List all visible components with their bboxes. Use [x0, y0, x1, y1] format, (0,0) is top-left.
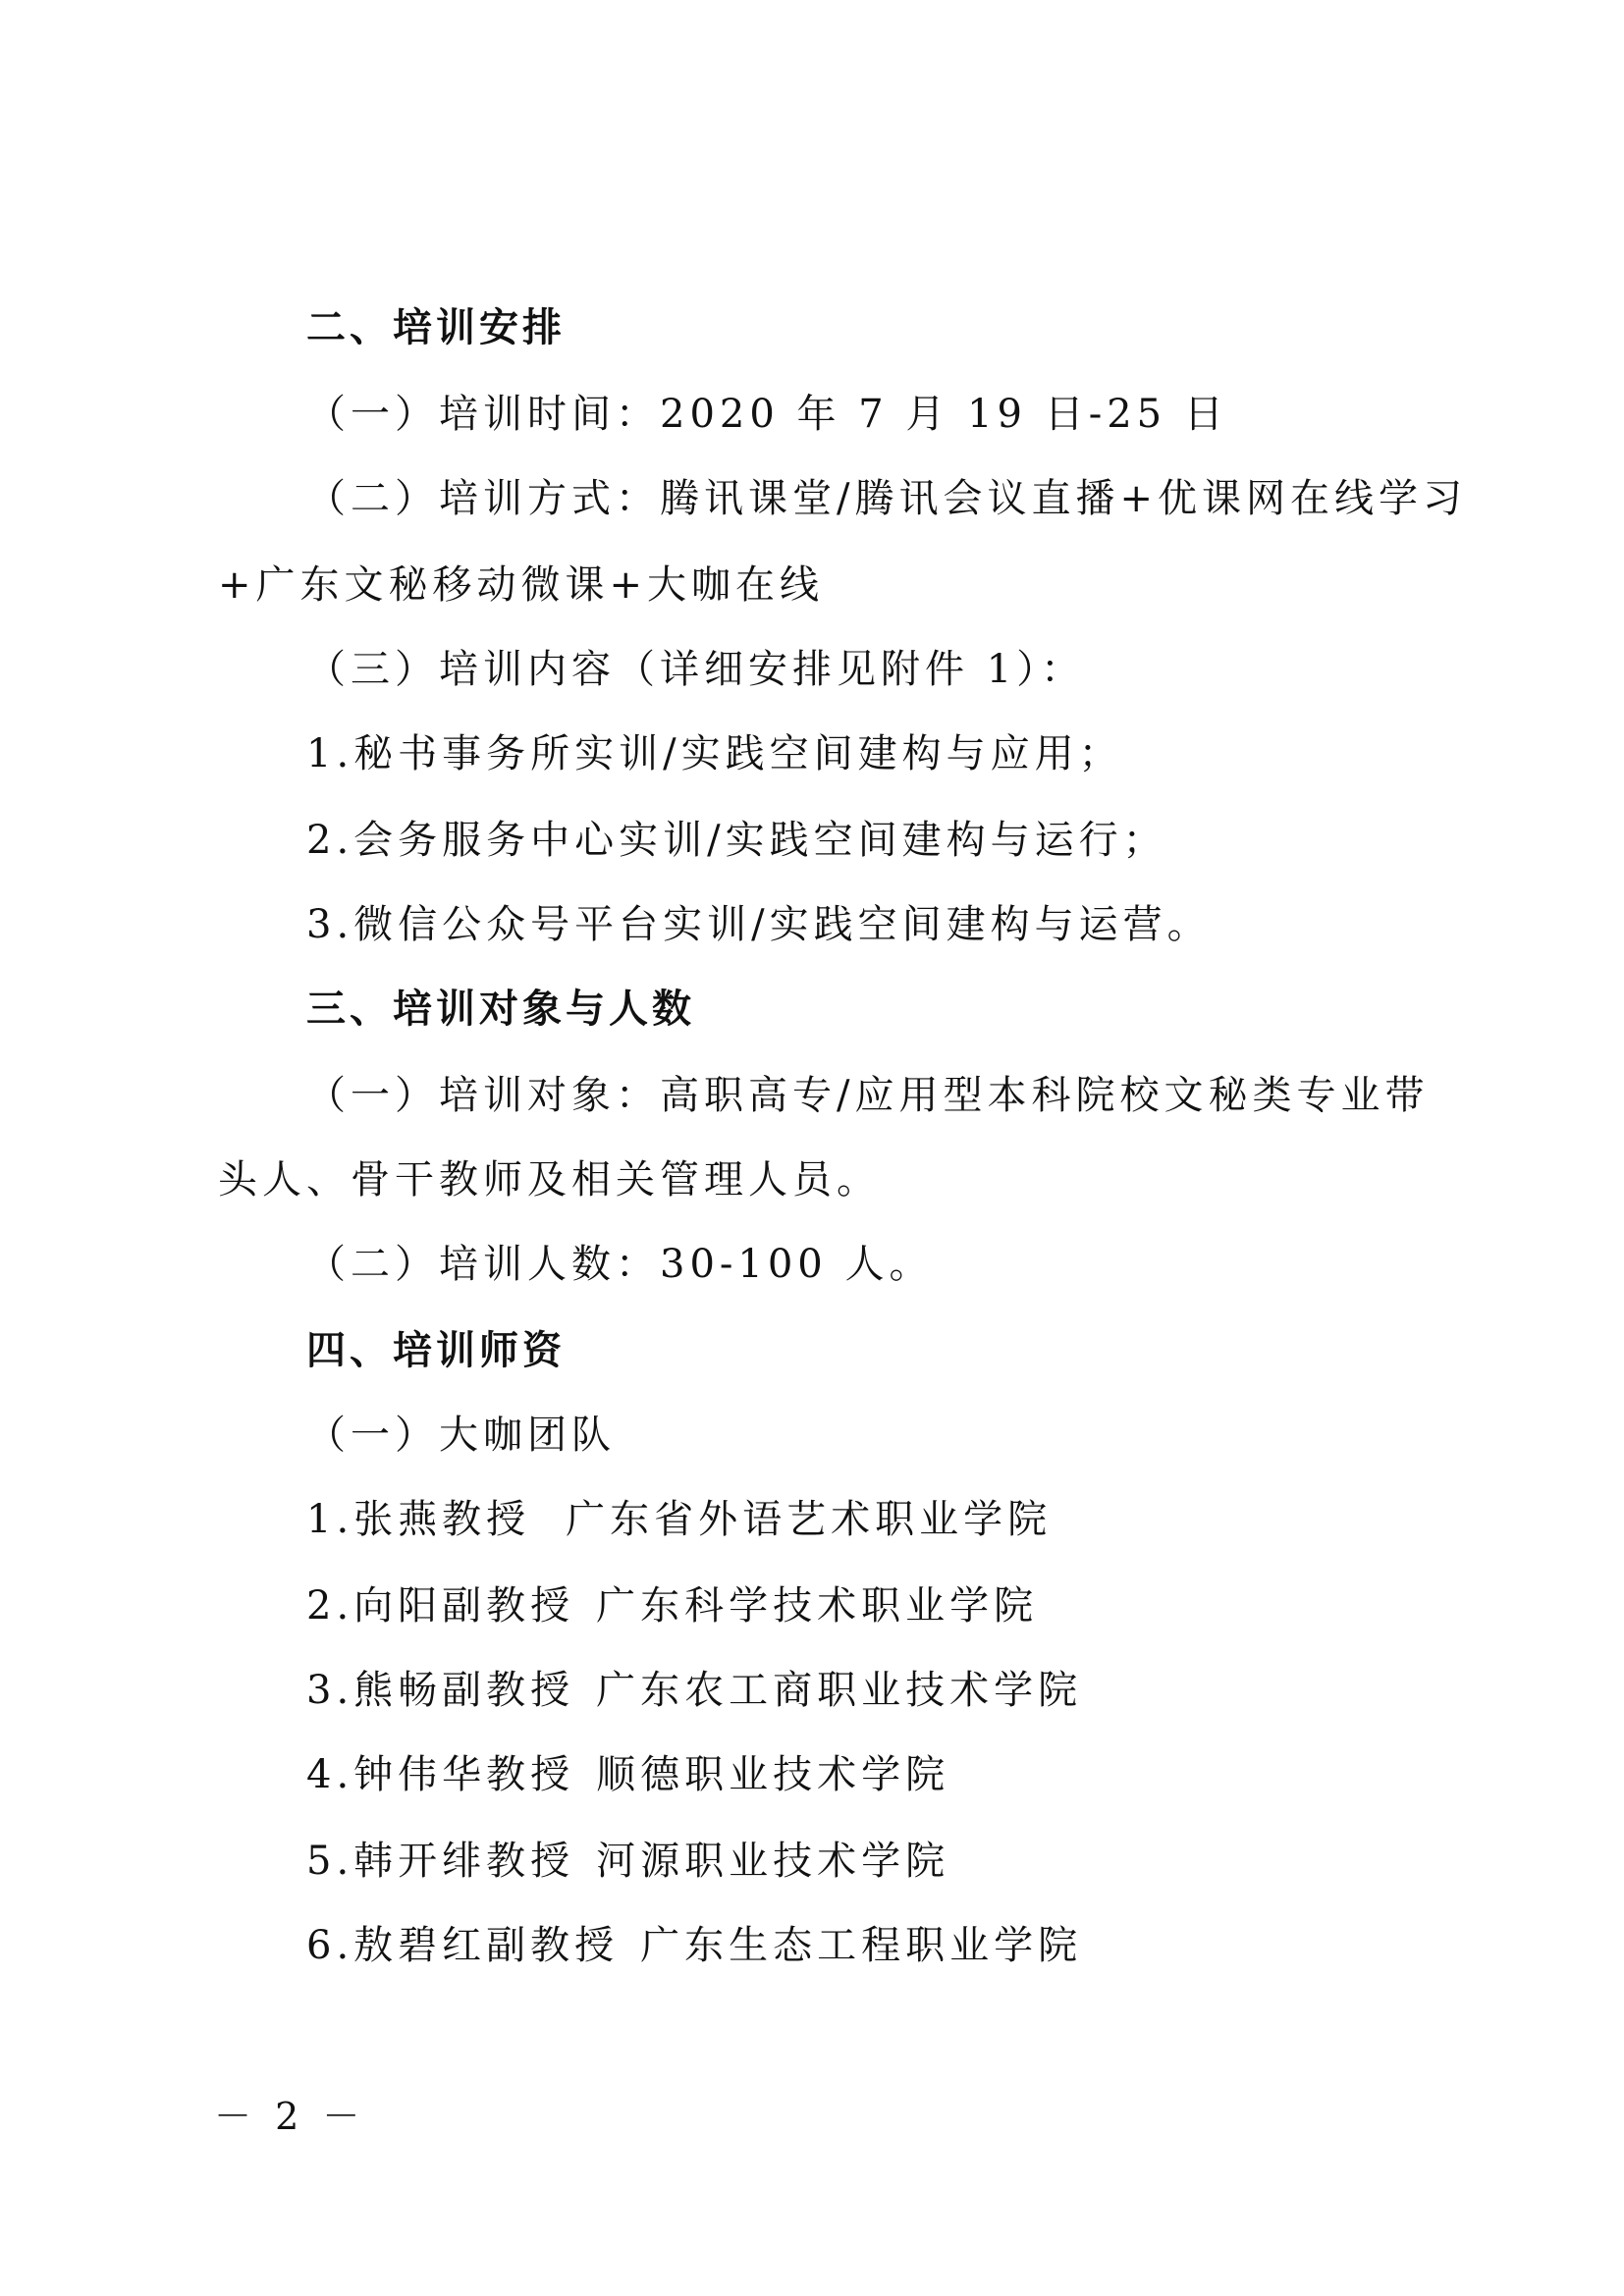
training-content-item: 2.会务服务中心实训/实践空间建构与运行； [306, 818, 1167, 863]
section-heading-training-arrangement: 二、培训安排 [306, 304, 566, 350]
expert-team-intro: （一）大咖团队 [306, 1413, 616, 1458]
training-content-intro: （三）培训内容（详细安排见附件 1）： [306, 647, 1086, 692]
teacher-institution: 河源职业技术学院 [596, 1839, 950, 1884]
teacher-institution: 广东农工商职业技术学院 [596, 1668, 1083, 1713]
training-target-line-1: （一）培训对象：高职高专/应用型本科院校文秘类专业带 [306, 1073, 1430, 1118]
teacher-item [306, 1665, 1082, 1716]
teacher-name: 5.韩开绯教授 [306, 1839, 575, 1884]
training-content-item: 1.秘书事务所实训/实践空间建构与应用； [306, 731, 1123, 776]
training-count: （二）培训人数：30-100 人。 [306, 1242, 934, 1287]
section-heading-target-and-count: 三、培训对象与人数 [306, 986, 695, 1032]
teacher-item [306, 1494, 1052, 1545]
teacher-institution: 广东生态工程职业学院 [640, 1923, 1083, 1968]
teacher-institution: 顺德职业技术学院 [596, 1752, 950, 1797]
teacher-item [306, 1836, 949, 1887]
teacher-item [306, 1749, 949, 1800]
teacher-name: 1.张燕教授 [306, 1497, 531, 1542]
teacher-name: 2.向阳副教授 [306, 1583, 575, 1629]
training-time: （一）培训时间：2020 年 7 月 19 日-25 日 [306, 392, 1228, 437]
section-heading-faculty: 四、培训师资 [306, 1327, 566, 1373]
teacher-name: 6.敖碧红副教授 [306, 1923, 620, 1968]
page-number: － 2 － [214, 2095, 366, 2138]
teacher-institution: 广东科学技术职业学院 [596, 1583, 1039, 1629]
training-content-item: 3.微信公众号平台实训/实践空间建构与运营。 [306, 902, 1212, 947]
training-mode-line-1: （二）培训方式：腾讯课堂/腾讯会议直播+优课网在线学习 [306, 476, 1467, 521]
training-mode-line-2: +广东文秘移动微课+大咖在线 [218, 562, 825, 608]
teacher-item [306, 1920, 1082, 1971]
teacher-name: 3.熊畅副教授 [306, 1668, 575, 1713]
teacher-name: 4.钟伟华教授 [306, 1752, 575, 1797]
teacher-item [306, 1580, 1038, 1631]
teacher-institution: 广东省外语艺术职业学院 [566, 1497, 1053, 1542]
training-target-line-2: 头人、骨干教师及相关管理人员。 [218, 1157, 881, 1202]
